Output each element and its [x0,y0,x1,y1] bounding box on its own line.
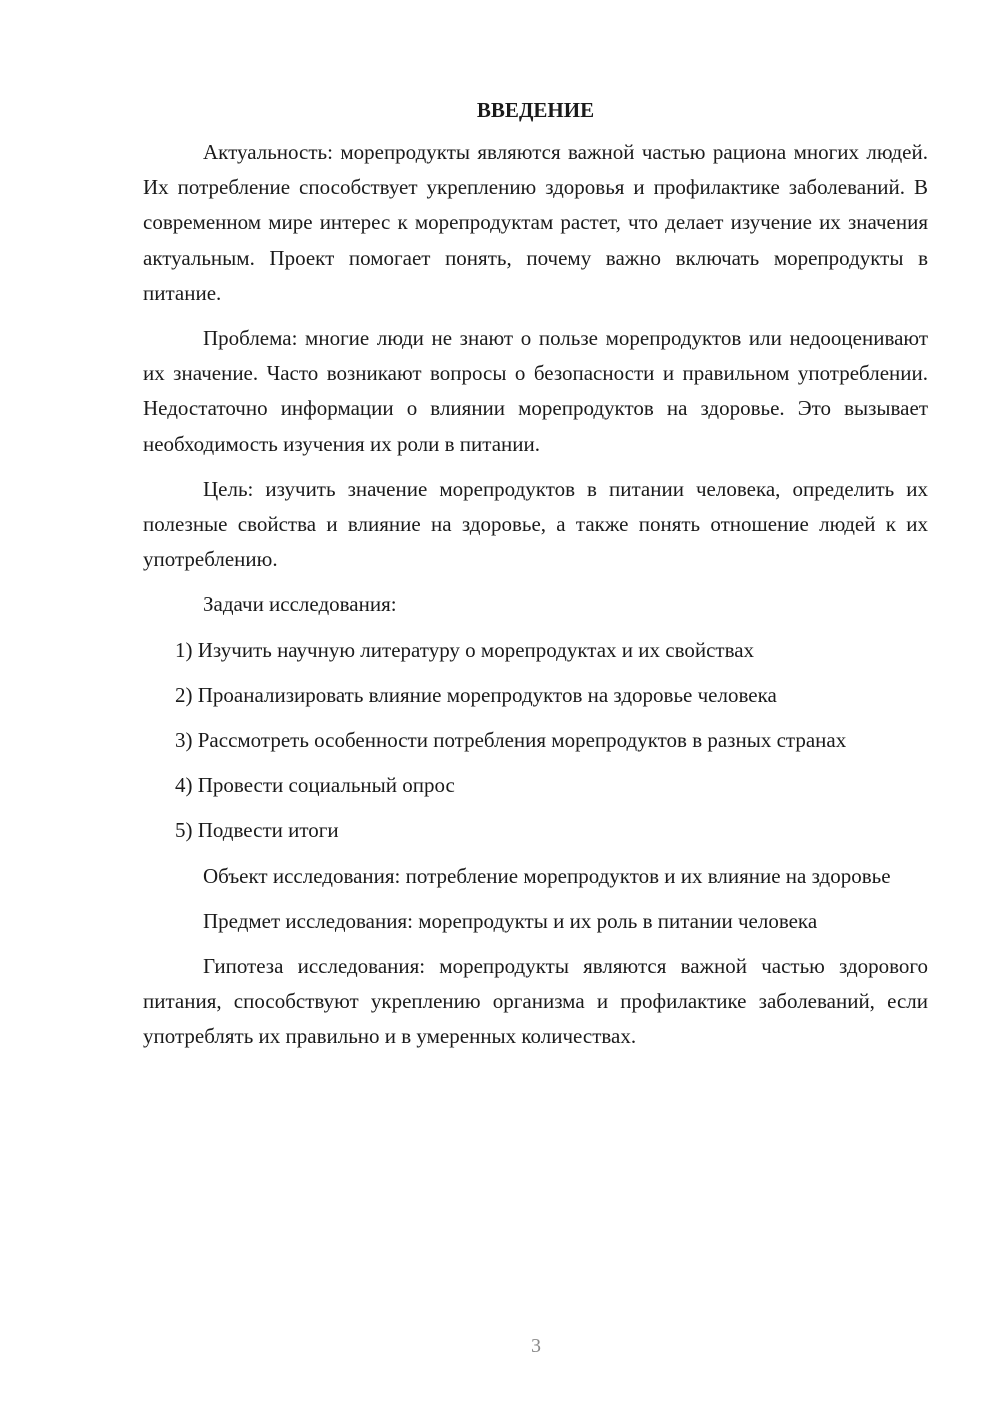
tasks-list [143,633,928,849]
paragraph-relevance: Актуальность: морепродукты являются важной частью рациона многих людей. Их потребление способствует укреплению здоровья и профилактике заболеваний. В современном мире интерес к морепродуктам растет, что делает изучение их значения актуальным. Проект помогает понять, почему важно включать морепродукты в питание. [143,140,928,305]
paragraph-problem: Проблема: многие люди не знают о пользе морепродуктов или недооценивают их значение. Часто возникают вопросы о безопасности и правильном употреблении. Недостаточно информации о влиянии морепродуктов на здоровье. Это вызывает необходимость изучения их роли в питании. [143,326,928,456]
paragraph-object: Объект исследования: потребление морепродуктов и их влияние на здоровье [203,863,891,888]
task-item: 2) Проанализировать влияние морепродуктов на здоровье человека [175,682,777,707]
task-item: 4) Провести социальный опрос [175,773,455,798]
paragraph-goal: Цель: изучить значение морепродуктов в питании человека, определить их полезные свойства и влияние на здоровье, а также понять отношение людей к их употреблению. [143,476,928,572]
task-item: 5) Подвести итоги [175,818,339,843]
tasks-title: Задачи исследования: [203,592,397,617]
page-content [143,93,928,1055]
paragraph-hypothesis: Гипотеза исследования: морепродукты являются важной частью здорового питания, способствуют укреплению организма и профилактике заболеваний, если употреблять их правильно и в умеренных количествах. [143,954,928,1049]
task-item: 1) Изучить научную литературу о морепродуктах и их свойствах [175,637,755,662]
section-heading: ВВЕДЕНИЕ [476,98,595,122]
task-item: 3) Рассмотреть особенности потребления морепродуктов в разных странах [175,728,847,753]
page-number: 3 [531,1335,541,1357]
paragraph-subject: Предмет исследования: морепродукты и их роль в питании человека [203,908,818,933]
